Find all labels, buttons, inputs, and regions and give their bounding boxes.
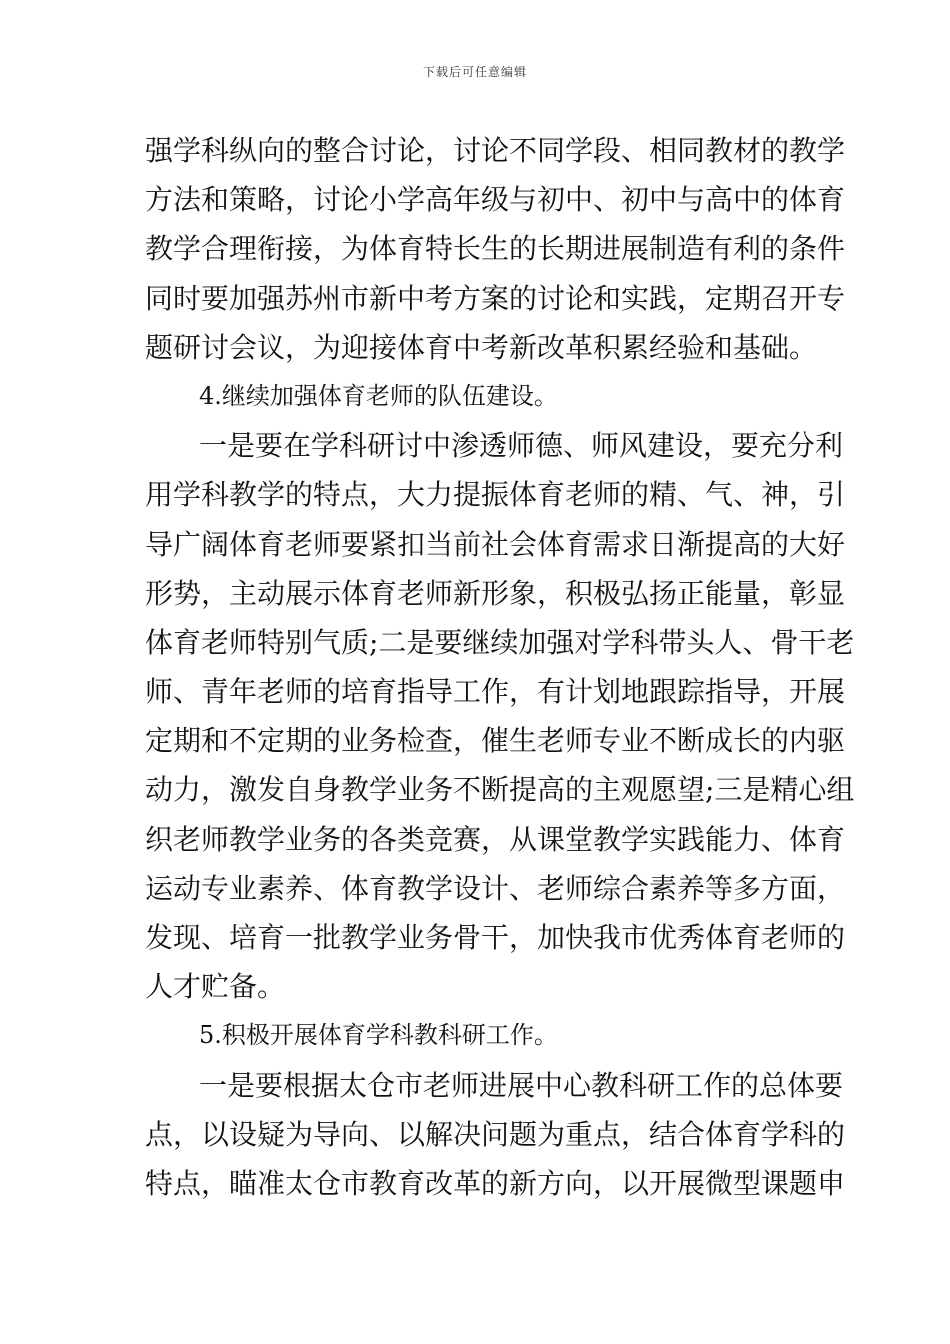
text-line: 动力，激发自身教学业务不断提高的主观愿望;三是精心组 — [145, 773, 855, 807]
text-line: 导广阔体育老师要紧扣当前社会体育需求日渐提高的大好 — [145, 527, 846, 561]
text-line: 师、青年老师的培育指导工作，有计划地跟踪指导，开展 — [145, 675, 846, 709]
text-line: 一是要根据太仓市老师进展中心教科研工作的总体要 — [199, 1068, 844, 1102]
document-body — [145, 126, 855, 1208]
text-line: 特点，瞄准太仓市教育改革的新方向，以开展微型课题申 — [145, 1166, 846, 1200]
text-line: 发现、培育一批教学业务骨干，加快我市优秀体育老师的 — [145, 921, 846, 954]
text-line: 强学科纵向的整合讨论，讨论不同学段、相同教材的教学 — [145, 134, 846, 167]
text-line: 运动专业素养、体育教学设计、老师综合素养等多方面， — [145, 871, 846, 905]
text-line: 一是要在学科研讨中渗透师德、师风建设，要充分利 — [199, 429, 844, 463]
text-line: 定期和不定期的业务检查，催生老师专业不断成长的内驱 — [145, 724, 846, 758]
text-line: 方法和策略，讨论小学高年级与初中、初中与高中的体育 — [145, 183, 846, 217]
text-line: 形势，主动展示体育老师新形象，积极弘扬正能量，彰显 — [145, 576, 846, 610]
text-line: 4.继续加强体育老师的队伍建设。 — [199, 381, 558, 410]
text-line: 题研讨会议，为迎接体育中考新改革积累经验和基础。 — [145, 330, 818, 364]
page-header: 下载后可任意编辑 — [422, 65, 527, 79]
text-line: 人才贮备。 — [145, 970, 286, 1004]
text-line: 同时要加强苏州市新中考方案的讨论和实践，定期召开专 — [145, 281, 846, 315]
text-line: 点，以设疑为导向、以解决问题为重点，结合体育学科的 — [145, 1117, 846, 1151]
text-line: 体育老师特别气质;二是要继续加强对学科带头人、骨干老 — [145, 625, 855, 659]
text-line: 织老师教学业务的各类竞赛，从课堂教学实践能力、体育 — [145, 822, 846, 856]
text-line: 5.积极开展体育学科教科研工作。 — [199, 1021, 558, 1050]
text-line: 用学科教学的特点，大力提振体育老师的精、气、神，引 — [145, 478, 846, 512]
text-line: 教学合理衔接，为体育特长生的长期进展制造有利的条件 — [145, 232, 846, 266]
